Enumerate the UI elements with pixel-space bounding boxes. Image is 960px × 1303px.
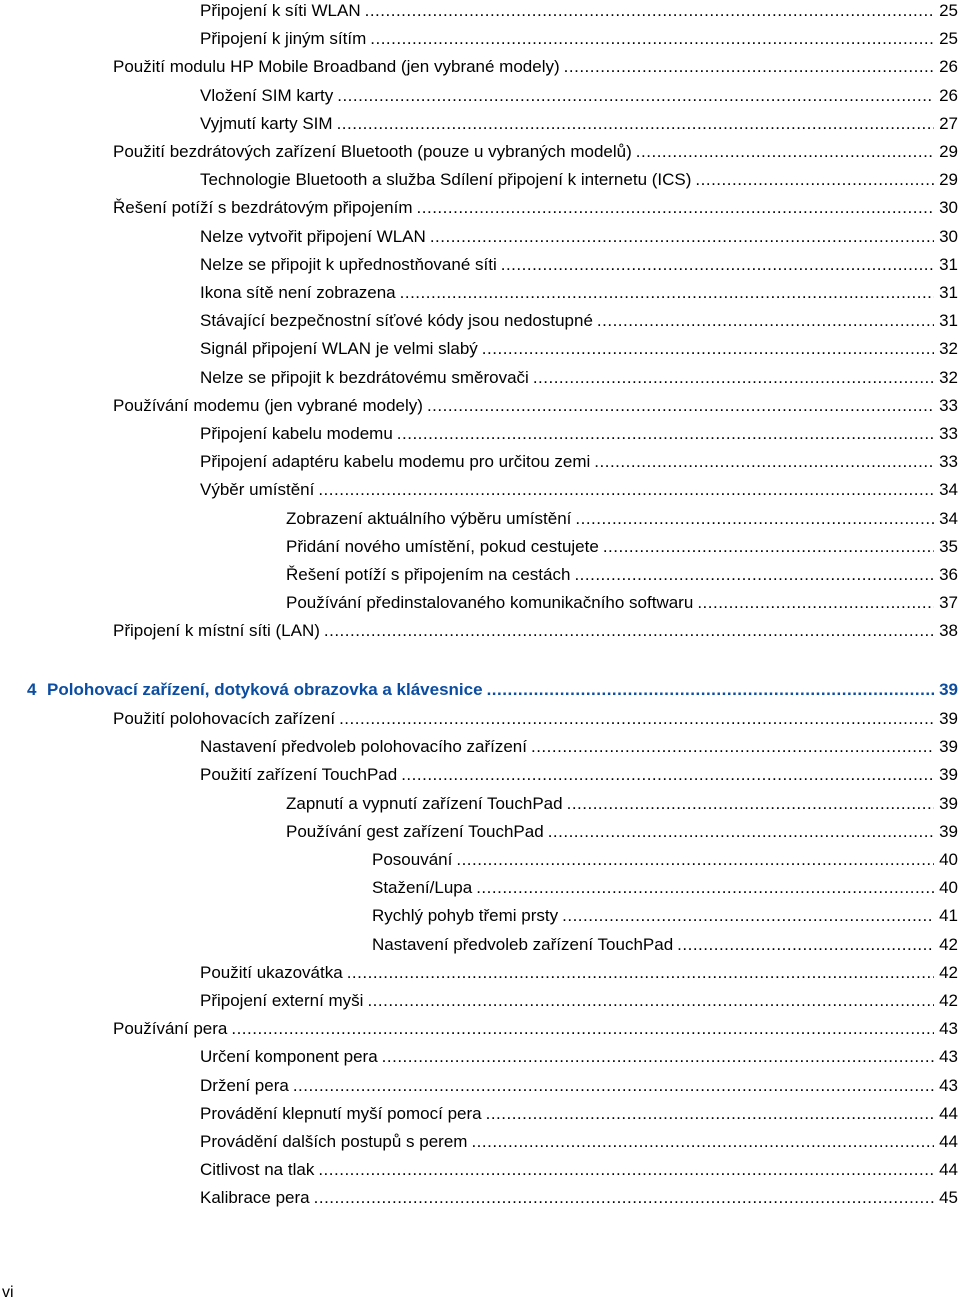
toc-entry[interactable] [200, 451, 958, 473]
dot-leader [339, 708, 934, 730]
dot-leader [603, 536, 934, 558]
toc-entry[interactable] [113, 708, 958, 730]
toc-page-number: 29 [939, 142, 958, 161]
toc-entry-title: Zapnutí a vypnutí zařízení TouchPad [286, 793, 563, 813]
toc-page-number: 36 [939, 565, 958, 584]
dot-leader [382, 1046, 934, 1068]
toc-entry-title: Používání gest zařízení TouchPad [286, 821, 544, 841]
toc-entry[interactable] [113, 395, 958, 417]
toc-entry[interactable] [372, 905, 958, 927]
toc-page-number: 43 [939, 1075, 958, 1095]
toc-entry-title: Určení komponent pera [200, 1047, 378, 1067]
toc-entry-title: Citlivost na tlak [200, 1160, 315, 1180]
toc-entry[interactable] [200, 1131, 958, 1153]
toc-page-number: 40 [939, 878, 958, 898]
toc-page-number: 44 [939, 1160, 958, 1180]
toc-entry[interactable] [286, 592, 958, 614]
toc-page-number: 34 [939, 480, 958, 500]
toc-entry[interactable] [200, 169, 958, 191]
dot-leader [501, 254, 934, 276]
toc-entry[interactable] [200, 28, 958, 50]
dot-leader [367, 990, 934, 1012]
toc-page-number: 33 [939, 452, 958, 472]
toc-entry-title: Používání předinstalovaného komunikačního softwaru [286, 593, 694, 613]
toc-entry[interactable] [200, 962, 958, 984]
dot-leader [401, 764, 934, 786]
toc-page-number: 29 [939, 170, 958, 190]
toc-entry[interactable] [200, 1187, 958, 1209]
dot-leader [318, 479, 934, 501]
toc-entry-title: Provádění dalších postupů s perem [200, 1132, 468, 1151]
toc-page-number: 44 [939, 1103, 958, 1123]
toc-entry[interactable] [200, 310, 958, 332]
toc-page-number: 25 [939, 29, 958, 49]
dot-leader [562, 905, 934, 927]
dot-leader [400, 282, 934, 304]
toc-page-number: 34 [939, 508, 958, 528]
dot-leader [487, 679, 935, 701]
toc-entry-title: Řešení potíží s bezdrátovým připojením [113, 198, 413, 218]
toc-entry[interactable] [113, 141, 958, 163]
toc-entry-title: Přidání nového umístění, pokud cestujete [286, 536, 599, 556]
toc-entry[interactable] [200, 990, 958, 1012]
dot-leader [314, 1187, 934, 1209]
toc-entry[interactable] [200, 0, 958, 22]
dot-leader [697, 592, 934, 614]
chapter-number: 4 [27, 680, 37, 699]
toc-page-number: 26 [939, 85, 958, 105]
dot-leader [564, 56, 934, 78]
toc-entry-title: Zobrazení aktuálního výběru umístění [286, 508, 572, 528]
toc-entry-title: Stávající bezpečnostní síťové kódy jsou nedostupné [200, 311, 593, 331]
toc-entry[interactable] [200, 338, 958, 360]
dot-leader [695, 169, 934, 191]
toc-entry-title: Nelze vytvořit připojení WLAN [200, 226, 426, 246]
dot-leader [337, 113, 935, 135]
dot-leader [471, 1131, 934, 1153]
dot-leader [574, 564, 934, 586]
toc-page-number: 39 [939, 680, 958, 699]
toc-page-number: 44 [939, 1132, 958, 1151]
toc-entry-title: Použití bezdrátových zařízení Bluetooth (pouze u vybraných modelů) [113, 142, 632, 161]
dot-leader [533, 367, 934, 389]
toc-page-number: 39 [939, 765, 958, 785]
toc-entry[interactable] [200, 113, 958, 135]
toc-page-number: 42 [939, 991, 958, 1010]
toc-entry-title: Stažení/Lupa [372, 878, 473, 898]
toc-entry-title: Rychlý pohyb třemi prsty [372, 906, 559, 926]
toc-entry[interactable] [286, 508, 958, 530]
toc-entry-title: Použití modulu HP Mobile Broadband (jen vybrané modely) [113, 57, 560, 77]
toc-entry[interactable] [200, 1075, 958, 1097]
toc-page-number: 42 [939, 962, 958, 982]
dot-leader [318, 1159, 934, 1181]
dot-leader [430, 226, 934, 248]
toc-entry[interactable] [372, 877, 958, 899]
toc-entry-title: Technologie Bluetooth a služba Sdílení připojení k internetu (ICS) [200, 170, 692, 190]
toc-page-number: 26 [939, 57, 958, 77]
dot-leader [324, 620, 934, 642]
toc-entry[interactable] [200, 423, 958, 445]
toc-page-number: 40 [939, 850, 958, 869]
toc-page-number: 38 [939, 621, 958, 641]
dot-leader [677, 934, 934, 956]
dot-leader [486, 1103, 934, 1125]
dot-leader [482, 338, 934, 360]
toc-page-number: 39 [939, 737, 958, 757]
page-number: vi [2, 1284, 14, 1301]
dot-leader [293, 1075, 934, 1097]
chapter-title: Polohovací zařízení, dotyková obrazovka a klávesnice [47, 680, 483, 699]
toc-entry-title: Použití polohovacích zařízení [113, 709, 336, 728]
dot-leader [636, 141, 934, 163]
toc-page-number: 31 [939, 283, 958, 302]
dot-leader [231, 1018, 934, 1040]
toc-page-number: 33 [939, 395, 958, 415]
toc-page-number: 43 [939, 1047, 958, 1067]
dot-leader [337, 85, 934, 107]
dot-leader [597, 310, 934, 332]
toc-entry-title: Výběr umístění [200, 480, 315, 500]
toc-entry[interactable] [372, 849, 958, 871]
dot-leader [397, 423, 934, 445]
toc-entry-title: Použití ukazovátka [200, 962, 343, 982]
toc-page-number: 45 [939, 1188, 958, 1208]
toc-entry[interactable] [200, 282, 958, 304]
toc-entry-title: Vyjmutí karty SIM [200, 113, 333, 133]
toc-page-number: 27 [939, 113, 958, 133]
toc-entry[interactable] [200, 254, 958, 276]
toc-entry[interactable] [113, 56, 958, 78]
toc-entry-title: Držení pera [200, 1075, 289, 1095]
dot-leader [476, 877, 934, 899]
toc-entry-title: Signál připojení WLAN je velmi slabý [200, 339, 478, 359]
toc-page-number: 39 [939, 821, 958, 841]
toc-page-number: 31 [939, 254, 958, 274]
toc-page-number: 30 [939, 198, 958, 218]
toc-page-number: 39 [939, 709, 958, 728]
toc-entry-title: Posouvání [372, 850, 453, 869]
toc-entry[interactable] [200, 226, 958, 248]
toc-entry-title: Připojení adaptéru kabelu modemu pro určitou zemi [200, 452, 591, 472]
toc-page-number: 33 [939, 424, 958, 443]
toc-page-number: 39 [939, 793, 958, 813]
toc-entry[interactable] [200, 764, 958, 786]
toc-page-number: 31 [939, 311, 958, 331]
toc-entry[interactable] [200, 1103, 958, 1125]
toc-entry-title: Připojení k jiným sítím [200, 29, 367, 49]
toc-page-number: 35 [939, 536, 958, 556]
toc-entry-title: Používání modemu (jen vybrané modely) [113, 395, 423, 415]
toc-entry-title: Kalibrace pera [200, 1188, 310, 1208]
toc-page-number: 42 [939, 934, 958, 954]
toc-entry[interactable] [286, 821, 958, 843]
dot-leader [417, 197, 935, 219]
toc-entry[interactable] [286, 793, 958, 815]
dot-leader [548, 821, 934, 843]
toc-entry-title: Provádění klepnutí myší pomocí pera [200, 1103, 482, 1123]
toc-entry[interactable] [200, 736, 958, 758]
toc-entry[interactable] [113, 620, 958, 642]
toc-entry-title: Připojení externí myši [200, 991, 364, 1010]
toc-entry-title: Nelze se připojit k bezdrátovému směrovači [200, 367, 529, 387]
toc-entry-title: Ikona sítě není zobrazena [200, 283, 396, 302]
toc-page-number: 37 [939, 593, 958, 613]
dot-leader [365, 0, 934, 22]
toc-entry-title: Připojení k síti WLAN [200, 1, 361, 20]
toc-page-number: 32 [939, 339, 958, 359]
dot-leader [531, 736, 934, 758]
toc-entry[interactable] [200, 85, 958, 107]
toc-entry[interactable] [200, 479, 958, 501]
toc-entry[interactable] [113, 1018, 958, 1040]
toc-entry[interactable] [372, 934, 958, 956]
toc-page-number: 30 [939, 226, 958, 246]
dot-leader [456, 849, 934, 871]
toc-chapter-heading[interactable] [27, 679, 958, 701]
toc-page-number: 41 [939, 906, 958, 926]
dot-leader [575, 508, 934, 530]
toc-entry-title: Nastavení předvoleb zařízení TouchPad [372, 934, 674, 954]
dot-leader [427, 395, 934, 417]
toc-entry-title: Nelze se připojit k upřednostňované síti [200, 254, 497, 274]
toc-entry[interactable] [286, 536, 958, 558]
toc-entry[interactable] [200, 1159, 958, 1181]
toc-page-number: 43 [939, 1019, 958, 1039]
toc-entry-title: Používání pera [113, 1019, 228, 1039]
toc-entry[interactable] [200, 1046, 958, 1068]
toc-entry-title: Řešení potíží s připojením na cestách [286, 565, 571, 584]
toc-entry[interactable] [200, 367, 958, 389]
toc-page-number: 32 [939, 367, 958, 387]
dot-leader [347, 962, 934, 984]
toc-entry-title: Použití zařízení TouchPad [200, 765, 398, 785]
toc-entry-title: Připojení k místní síti (LAN) [113, 621, 320, 641]
toc-entry-title: Připojení kabelu modemu [200, 424, 393, 443]
dot-leader [594, 451, 934, 473]
dot-leader [370, 28, 934, 50]
toc-entry-title: Nastavení předvoleb polohovacího zařízení [200, 737, 527, 757]
toc-entry[interactable] [113, 197, 958, 219]
dot-leader [567, 793, 934, 815]
toc-entry-title: Vložení SIM karty [200, 85, 334, 105]
toc-entry[interactable] [286, 564, 958, 586]
toc-page-number: 25 [939, 1, 958, 20]
